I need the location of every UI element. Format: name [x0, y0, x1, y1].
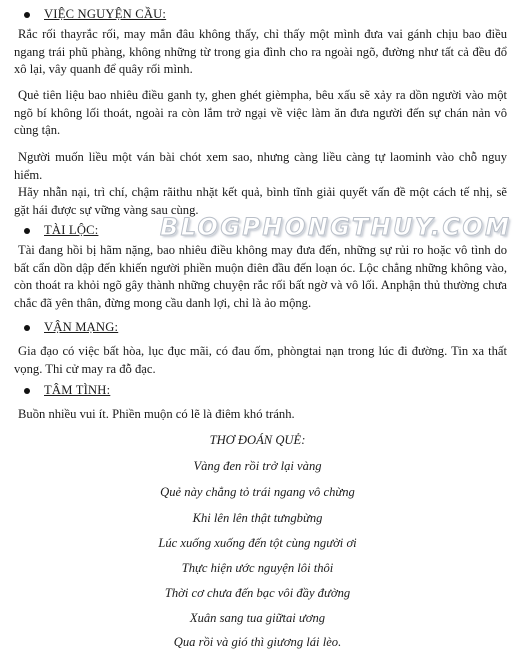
poem-line: Thời cơ chưa đến bạc vôi đầy đường [164, 586, 351, 600]
section-heading-van-mang [24, 319, 118, 337]
section-title: VẬN MẠNG: [44, 320, 119, 334]
section-heading-tai-loc [24, 222, 98, 240]
bullet-icon [24, 228, 30, 234]
section-title: TÂM TÌNH: [44, 383, 111, 397]
poem-line: Quẻ này chẳng tỏ trái ngang vô chừng [160, 485, 355, 499]
watermark-logo: BLOGPHONGTHUY.COM [160, 213, 512, 241]
bullet-icon [24, 325, 30, 331]
poem-line: Vàng đen rồi trở lại vàng [193, 459, 322, 473]
section-title: TÀI LỘC: [44, 223, 99, 237]
poem-line: Thực hiện ước nguyện lôi thôi [181, 561, 334, 575]
bullet-icon [24, 12, 30, 18]
paragraph: Rắc rối thayrắc rối, may mắn đâu không thấy, chỉ thấy một mình đưa vai gánh chịu bao điều ngang trái phũ phàng, không những từ trong gia đình cho ra ngoài ngõ, đường như tất cả đều đổ xô lại, vây quanh để quây rối mình. [14, 27, 507, 76]
paragraph: Hãy nhẫn nại, trì chí, chậm rãithu nhặt kết quả, bình tĩnh giải quyết vấn đề một cách tế nhị, sẽ gặt hái được sự vững vàng sau cùng. [14, 185, 507, 217]
paragraph: Tài đang hồi bị hãm nặng, bao nhiêu điều không may đưa đến, những sự rủi ro hoặc vô tình do bất cẩn dồn dập đến khiến người phiền muộn điên đầu đến loạn óc. Lộc chẳng những không vào, còn thoát ra khỏi ngõ gây thành những chuyện rắc rối bất ngờ và vô lối. Anphận thủ thường chưa chắc đã yên thân, đừng mong cầu danh lợi, chỉ là ảo mộng. [14, 243, 507, 310]
section-heading-viec-nguyen-cau [24, 6, 166, 24]
poem-line: Lúc xuống xuống đến tột cùng người ơi [158, 536, 357, 550]
section-title: VIỆC NGUYỆN CẦU: [44, 7, 167, 21]
poem-title: THƠ ĐOÁN QUẺ: [209, 433, 306, 447]
poem-line: Qua rồi và gió thì giương lái lèo. [173, 635, 342, 649]
poem-line: Xuân sang tua giữtai ương [189, 611, 326, 625]
section-heading-tam-tinh [24, 382, 110, 400]
paragraph: Quẻ tiên liệu bao nhiêu điều ganh ty, ghen ghét gièmpha, bêu xấu sẽ xảy ra dồn người vào một ngõ bí không lối thoát, ngoài ra còn lắm trở ngại về việc làm ăn đưa người đến sự chán nản vô cùng tận. [14, 88, 507, 137]
paragraph: Người muốn liều một ván bài chót xem sao, nhưng càng liều càng tự laominh vào chỗ nguy hiểm. [14, 150, 507, 182]
paragraph: Buồn nhiều vui ít. Phiền muộn có lẽ là điêm khó tránh. [18, 407, 295, 421]
paragraph: Gia đạo có việc bất hòa, lục đục mãi, có đau ốm, phòngtai nạn trong lúc đi đường. Tin xa thất vọng. Thi cử may ra đỗ đạc. [14, 344, 507, 376]
bullet-icon [24, 388, 30, 394]
poem-line: Khi lên lên thật tưngbừng [192, 511, 323, 525]
